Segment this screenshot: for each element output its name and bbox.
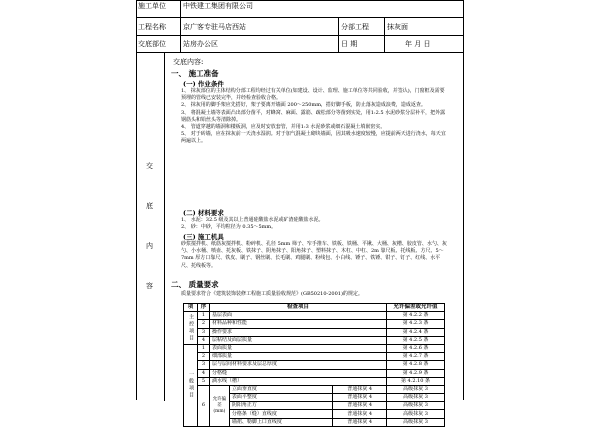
list-item: 5、 对于砖墙，应在抹灰前一天浇水湿润。对于加气混凝土砌块墙面，因其吸水速度较慢，应提前两天进行浇水，每天宜两遍以上。: [181, 131, 446, 145]
sub-project-label: 分部工程: [338, 18, 384, 36]
construction-unit-label: 施工单位: [138, 2, 166, 10]
list-item: 1、 水泥：32.5 级及其以上普通硅酸盐水泥或矿渣硅酸盐水泥。: [181, 217, 324, 223]
header-row-1: [136, 0, 464, 18]
check-item: 层与层间材料要求及层总厚度: [209, 361, 386, 369]
table-header-row: [184, 304, 445, 312]
project-name-label: 工程名称: [138, 23, 166, 31]
side-label-char: 内: [146, 242, 153, 250]
check-item: 分格条（缝）直线度: [229, 410, 332, 418]
list-item: 3、 将混凝土墙等表面凸出部分凿平，对蜂窝、麻面、露筋、疏松部分等凿到实处，用1:2.5 水泥砂浆分层补平，把外露钢筋头和铅丝头等清除掉。: [181, 109, 446, 123]
normal-plaster-value: 普通抹灰 4: [333, 418, 387, 426]
check-item: 操作要求: [209, 328, 386, 336]
check-item: 分格缝: [209, 369, 386, 377]
header-row-3: [136, 35, 464, 53]
side-label-char: 容: [146, 282, 153, 290]
intro-text: 交底内容:: [173, 58, 204, 66]
advanced-plaster-value: 高级抹灰 3: [387, 385, 445, 393]
table-header: 检查项目: [209, 304, 386, 312]
table-row: [184, 369, 445, 377]
table-row: [184, 320, 445, 328]
allowed-value: 第 4.2.5 条: [387, 336, 445, 344]
subsection-title: (三) 施工机具: [183, 233, 224, 241]
advanced-plaster-value: 高级抹灰 3: [387, 418, 445, 426]
table-row: [184, 336, 445, 344]
check-item: 材料品种和性能: [209, 320, 386, 328]
subsection-title: (二) 材料要求: [183, 209, 224, 217]
disclosure-part-label: 交底部位: [138, 40, 166, 48]
allowed-value: 第 4.2.9 条: [387, 369, 445, 377]
check-item: 表面平整度: [229, 394, 332, 402]
group-label: 一般项目: [184, 344, 198, 426]
disclosure-content: [165, 53, 464, 425]
check-item: 细部质量: [209, 353, 386, 361]
allowed-value: 第 4.2.4 条: [387, 328, 445, 336]
row-number: 4: [197, 369, 209, 377]
table-header: 项: [184, 304, 198, 312]
allowed-value: 第 4.2.6 条: [387, 344, 445, 352]
normal-plaster-value: 普通抹灰 4: [333, 402, 387, 410]
row-number: 6: [197, 385, 209, 426]
advanced-plaster-value: 高级抹灰 3: [387, 410, 445, 418]
deviation-label: 允许偏差(mm): [209, 385, 229, 426]
allowed-value: 第 4.2.3 条: [387, 320, 445, 328]
normal-plaster-value: 普通抹灰 4: [333, 385, 387, 393]
quality-table: [183, 303, 445, 427]
table-header: 允许偏差或允许值: [387, 304, 445, 312]
check-item: 层粘结及面层质量: [209, 336, 386, 344]
disclosure-sheet: [136, 0, 464, 425]
row-number: 3: [197, 328, 209, 336]
table-row: [184, 377, 445, 385]
group-label: 主控项目: [184, 312, 198, 345]
table-row: [184, 361, 445, 369]
row-number: 3: [197, 361, 209, 369]
row-number: 4: [197, 336, 209, 344]
list-item: 4、 管道穿越的墙洞和楼板洞，应及时安放套管，并用1:3 水泥砂浆或细石混凝土填嵌密实。: [181, 124, 386, 131]
row-number: 5: [197, 377, 209, 385]
check-item: 滴水线（槽）: [209, 377, 386, 385]
allowed-value: 第 4.2.10 条: [387, 377, 445, 385]
subsection-title: (一) 作业条件: [183, 80, 224, 88]
paragraph: 质量要求符合《建筑装饰装修工程施工质量验收规范》(GB50210-2001)的规定。: [181, 291, 363, 297]
paragraph: [181, 88, 449, 146]
check-item: 墙裙、勒脚上口直线度: [229, 418, 332, 426]
list-item: 2、 抹灰用的脚手架应先搭好，架子要离开墙面 200～250mm，搭好脚手板，防止落灰造成浪费，造成返查。: [181, 102, 426, 109]
section-title: 一、 施工准备: [171, 69, 219, 78]
table-header: 序: [197, 304, 209, 312]
paragraph: 砂浆搅拌机、纸筋灰搅拌机、粉碎机、孔径 5mm 筛子、窄手推车、铁板、铁桶、平锹、大桶、灰槽、胶皮管、水勺、灰勺、小水桶、喷壶、托灰板、铁抹子、阴角抹子、阳角抹子、塑料抹子、木杠、中杠、2m 靠尺板、托线板、方尺、5～7mm 厚方口靠尺、铁皮、刷子、钢丝刷、长毛刷、鸡腿刷、粉线包、小白线、锤子、铁锤、钳子、钉子、红线、水平尺、托线板等。: [181, 241, 447, 269]
table-row: [184, 344, 445, 352]
disclosure-body: [136, 52, 464, 425]
normal-plaster-value: 普通抹灰 4: [333, 410, 387, 418]
allowed-value: 第 4.2.2 条: [387, 312, 445, 320]
advanced-plaster-value: 高级抹灰 3: [387, 402, 445, 410]
check-item: 阴阳角正方: [229, 402, 332, 410]
list-item: 2、 砂：中砂，平均粒径为 0.35～5mm。: [181, 224, 277, 231]
check-item: 立面垂直度: [229, 385, 332, 393]
list-item: 1、 抹灰部位的主体结构分部工程均经过有关单位(如建设、设计、监理、施工单位等共同验收，并签认)，门窗框及需要预埋的管线已安装完毕，并经检查验收合格。: [181, 88, 445, 102]
allowed-value: 第 4.2.8 条: [387, 361, 445, 369]
table-row: [184, 385, 445, 393]
sub-project-value: 抹灰面: [384, 18, 464, 36]
section-title: 二、 质量要求: [171, 280, 219, 289]
side-label-char: 交: [146, 162, 153, 170]
normal-plaster-value: 普通抹灰 4: [333, 394, 387, 402]
side-label-char: 底: [146, 202, 153, 210]
project-name-value: 京广客专驻马店西站: [180, 18, 338, 36]
table-row: [184, 328, 445, 336]
row-number: 1: [197, 344, 209, 352]
row-number: 2: [197, 320, 209, 328]
paragraph: [181, 217, 449, 231]
table-row: [184, 353, 445, 361]
check-item: 表面质量: [209, 344, 386, 352]
date-label: 日 期: [338, 36, 384, 53]
table-row: [184, 312, 445, 320]
row-number: 2: [197, 353, 209, 361]
side-label-column: [136, 53, 165, 401]
check-item: 基层表面: [209, 312, 386, 320]
date-value: 年 月 日: [384, 36, 464, 53]
disclosure-part-value: 站房办公区: [180, 36, 338, 53]
allowed-value: 第 4.2.7 条: [387, 353, 445, 361]
row-number: 1: [197, 312, 209, 320]
advanced-plaster-value: 高级抹灰 3: [387, 394, 445, 402]
header-row-2: [136, 17, 464, 36]
construction-unit-value: 中铁建工集团有限公司: [180, 1, 464, 18]
